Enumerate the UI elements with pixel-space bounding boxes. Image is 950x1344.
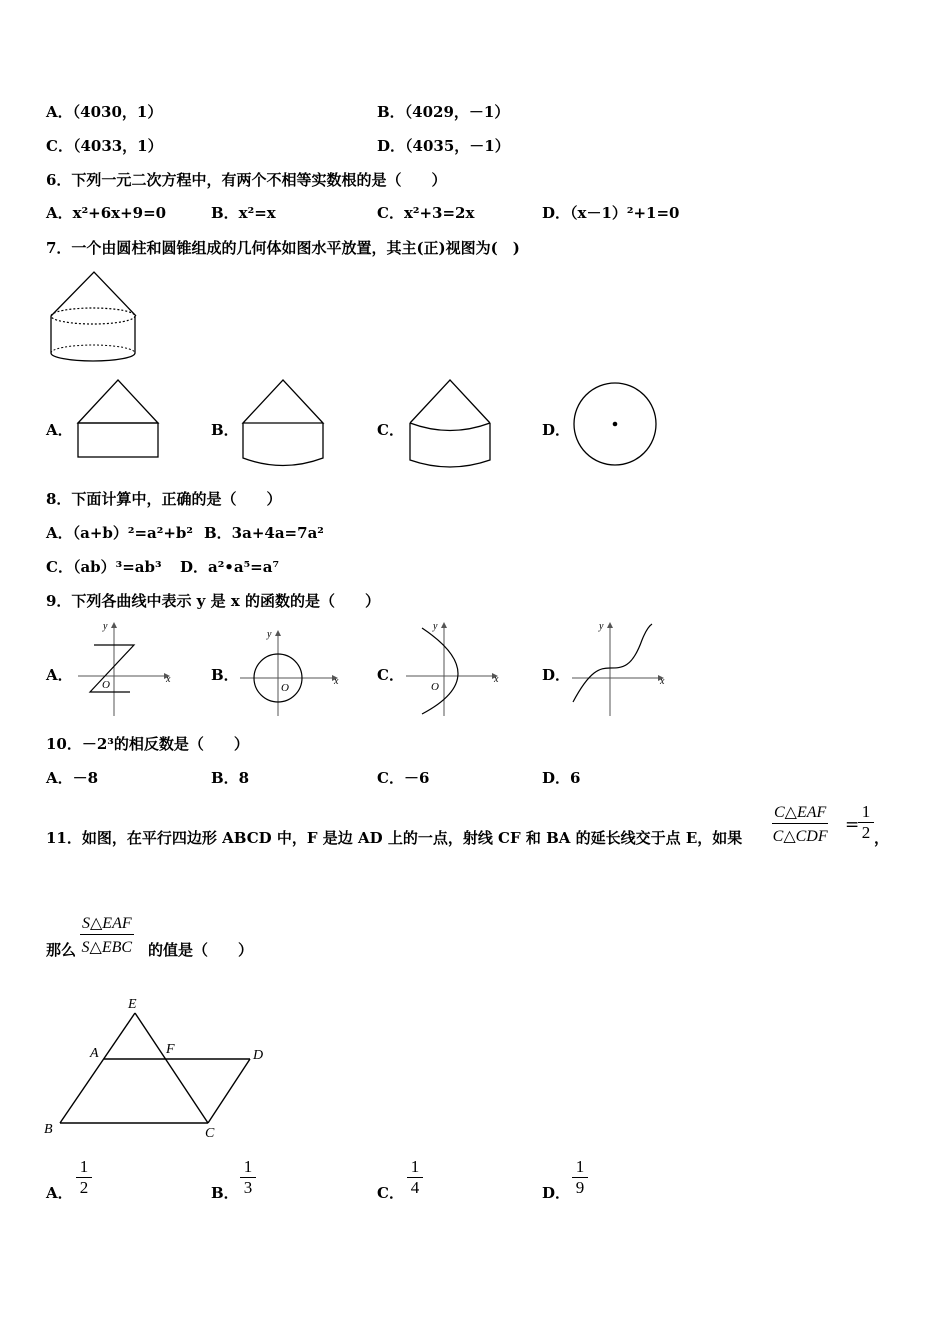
q7-solid-figure — [48, 270, 143, 365]
ratio-value-denominator: 2 — [861, 823, 871, 842]
q10-option-c: C．－6 — [377, 769, 430, 787]
axis-x-label: x — [494, 674, 499, 685]
fraction-numerator: 1 — [572, 1157, 588, 1178]
q6-option-a: A．x²+6x+9=0 — [46, 204, 167, 222]
q9-label-b: B． — [211, 666, 239, 684]
axis-y-label: y — [267, 629, 272, 640]
fraction-denominator: 3 — [243, 1178, 253, 1197]
axis-y-label: y — [599, 621, 604, 632]
q11-option-a-fraction — [76, 1157, 92, 1198]
origin-label: O — [102, 679, 110, 691]
q9-label-c: C． — [377, 666, 404, 684]
q7-view-d — [572, 381, 658, 467]
q8-option-d: D．a²•a⁵=a⁷ — [180, 558, 280, 576]
area-numerator: S△EAF — [80, 913, 134, 935]
q8-option-b: B．3a+4a=7a² — [204, 524, 324, 542]
axis-x-label: x — [166, 674, 171, 685]
q11-parallelogram-figure — [40, 993, 272, 1141]
q6-option-d: D．（x－1）²+1=0 — [542, 204, 680, 222]
q6-stem: 6．下列一元二次方程中，有两个不相等实数根的是（ ） — [46, 171, 447, 189]
q5-option-d: D．（4035，－1） — [377, 137, 510, 155]
q11-label-a: A． — [46, 1184, 73, 1202]
q11-perimeter-ratio — [772, 802, 828, 846]
q7-view-c — [408, 378, 494, 468]
fraction-denominator: 4 — [410, 1178, 420, 1197]
point-c-label: C — [205, 1126, 215, 1141]
point-d-label: D — [253, 1048, 264, 1063]
axis-x-label: x — [334, 676, 339, 687]
q7-view-a — [76, 378, 162, 460]
q9-graph-d — [570, 620, 670, 718]
point-e-label: E — [128, 997, 137, 1012]
q11-option-b-fraction — [240, 1157, 256, 1198]
q9-graph-a — [74, 620, 174, 718]
origin-label: O — [431, 681, 439, 693]
q5-option-a: A．（4030，1） — [46, 103, 163, 121]
q11-label-d: D． — [542, 1184, 571, 1202]
q6-option-b: B．x²=x — [211, 204, 276, 222]
fraction-denominator: 2 — [79, 1178, 89, 1197]
q11-ratio-value — [858, 802, 874, 843]
q6-option-c: C．x²+3=2x — [377, 204, 475, 222]
point-f-label: F — [166, 1042, 175, 1057]
q8-stem: 8．下面计算中，正确的是（ ） — [46, 490, 282, 508]
q10-option-d: D．6 — [542, 769, 581, 787]
q11-comma: ， — [874, 829, 890, 847]
axis-y-label: y — [433, 621, 438, 632]
fraction-numerator: 1 — [76, 1157, 92, 1178]
q7-label-b: B． — [211, 421, 239, 439]
ratio-denominator: C△CDF — [772, 828, 828, 845]
q7-stem: 7．一个由圆柱和圆锥组成的几何体如图水平放置，其主(正)视图为( ) — [46, 239, 520, 257]
ratio-value-numerator: 1 — [858, 802, 874, 823]
origin-label: O — [281, 682, 289, 694]
q11-stem2-prefix: 那么 — [46, 941, 77, 959]
axis-y-label: y — [103, 621, 108, 632]
fraction-numerator: 1 — [407, 1157, 423, 1178]
q9-stem: 9．下列各曲线中表示 y 是 x 的函数的是（ ） — [46, 592, 380, 610]
q10-option-a: A．－8 — [46, 769, 99, 787]
point-b-label: B — [44, 1122, 53, 1137]
q5-option-c: C．（4033，1） — [46, 137, 163, 155]
q11-area-ratio — [80, 913, 134, 957]
fraction-numerator: 1 — [240, 1157, 256, 1178]
q11-equals: = — [845, 815, 860, 835]
q8-option-c: C．（ab）³=ab³ — [46, 558, 162, 576]
q7-label-c: C． — [377, 421, 404, 439]
q10-option-b: B．8 — [211, 769, 250, 787]
q11-label-c: C． — [377, 1184, 404, 1202]
q7-label-a: A． — [46, 421, 73, 439]
fraction-denominator: 9 — [575, 1178, 585, 1197]
q11-option-d-fraction — [572, 1157, 588, 1198]
area-denominator: S△EBC — [81, 939, 133, 956]
q9-label-d: D． — [542, 666, 571, 684]
q5-option-b: B．（4029，－1） — [377, 103, 510, 121]
ratio-numerator: C△EAF — [772, 802, 828, 824]
q11-option-c-fraction — [407, 1157, 423, 1198]
q10-stem: 10．－2³的相反数是（ ） — [46, 735, 249, 753]
q11-stem: 11．如图，在平行四边形 ABCD 中，F 是边 AD 上的一点，射线 CF 和 BA 的延长线交于点 E，如果 — [46, 829, 743, 847]
point-a-label: A — [90, 1046, 99, 1061]
q9-graph-b — [238, 628, 342, 718]
q11-stem2-suffix: 的值是（ ） — [148, 941, 254, 959]
q8-option-a: A．（a+b）²=a²+b² — [46, 524, 193, 542]
q7-label-d: D． — [542, 421, 571, 439]
q9-label-a: A． — [46, 666, 73, 684]
q9-graph-c — [404, 620, 504, 718]
q7-view-b — [241, 378, 327, 468]
q11-label-b: B． — [211, 1184, 239, 1202]
axis-x-label: x — [660, 676, 665, 687]
